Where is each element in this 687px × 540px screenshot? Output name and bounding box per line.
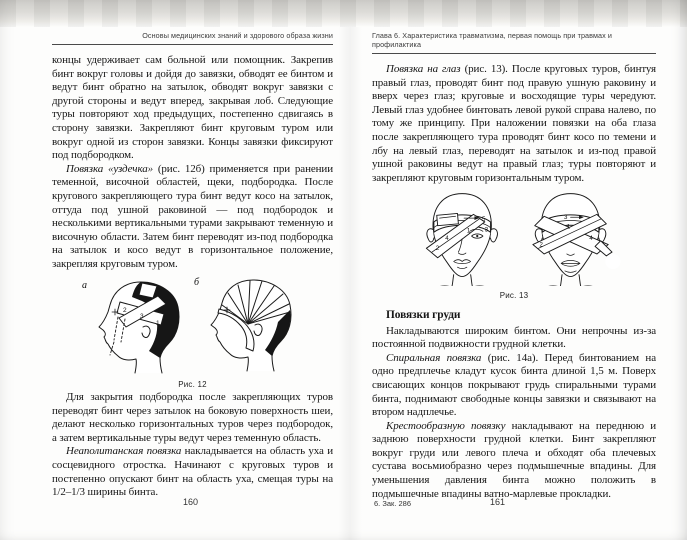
paragraph-text: Для закрытия подбородка после закрепляющих туров переводят бинт через затылок на боковую поверхность шеи, делают несколько горизонтальных туров через подбородок, а затем вертикальные туры ведут через теменную область. bbox=[52, 391, 333, 444]
body-paragraph bbox=[52, 54, 333, 163]
paragraph-lead: Повязка на глаз bbox=[386, 63, 461, 75]
paragraph-text: (рис. 13). После круговых туров, бинтуя правый глаз, проводят бинт под правую ушную раковину и вверх через глаз; круговые и восходящие туры чередуют. Левый глаз удобнее бинтовать левой рукой справа налево, по тому же принципу. При наложении повязки на оба глаза после закрепляющего тура проводят бинт косо по темени и лбу на левый глаз, переводят на затылок и из-под правой ушной раковины ведут на правый глаз; туры повторяют и закрепляют круговым горизонтальным туром. bbox=[372, 63, 657, 184]
paragraph-text: (рис. 12б) применяется при ранении теменной, височной областей, щеки, подбородка. После кругового закрепляющего тура бинт ведут косо на затылок, оттуда под ушной раковиной — под подбородок и несколькими вертикальными турами закрывают теменную и височную области. Затем бинт переводят из-под подбородка на затылок и косо ведут в горизонтальное положение, закрепляя круговым туром. bbox=[52, 162, 333, 270]
page-number-left: 160 bbox=[183, 497, 199, 507]
body-paragraph bbox=[52, 445, 333, 499]
figure-12-caption: Рис. 12 bbox=[178, 379, 207, 389]
paragraph-lead: Повязка «уздечка» bbox=[66, 162, 154, 175]
book-gutter bbox=[338, 27, 362, 540]
paragraph-text: накладывается на область уха и сосцевидного отростка. Начинают с круговых туров и постепенно опускают бинт на область уха, смещая туры на 1/2–1/3 ширины бинта. bbox=[52, 445, 333, 499]
running-head-left: Основы медицинских знаний и здорового образа жизни bbox=[52, 31, 333, 45]
head-a-bridle-bandage bbox=[99, 282, 179, 373]
body-paragraph bbox=[52, 163, 333, 272]
left-page-body bbox=[52, 54, 333, 500]
figure-12 bbox=[52, 275, 333, 392]
bandage-turn-number: 2 bbox=[122, 306, 127, 314]
scan-top-edge bbox=[0, 0, 687, 27]
bandage-turn-number: 2 bbox=[539, 241, 543, 249]
page-number-right: 161 bbox=[490, 497, 506, 507]
paragraph-lead: Спиральная повязка bbox=[386, 351, 482, 364]
printer-signature-mark: 6. Зак. 286 bbox=[374, 499, 412, 508]
figure-12-label-a: а bbox=[81, 279, 87, 291]
bandage-turn-number: 4 bbox=[589, 235, 593, 243]
bandage-turn-number: 5 bbox=[481, 216, 486, 224]
bandage-turn-number: 1 bbox=[466, 227, 471, 235]
figure-12-label-b: б bbox=[193, 276, 199, 288]
paragraph-lead: Крестообразную повязку bbox=[386, 419, 506, 432]
bandage-turn-number: 2 bbox=[435, 245, 440, 253]
body-paragraph bbox=[372, 63, 656, 185]
bandage-turn-number: 3 bbox=[484, 226, 489, 234]
figure-13-illustration bbox=[389, 188, 639, 286]
figure-12-illustration bbox=[58, 275, 328, 375]
body-paragraph bbox=[372, 420, 656, 502]
section-heading: Повязки груди bbox=[386, 308, 461, 321]
right-page bbox=[372, 31, 656, 501]
paragraph-text: Накладываются широким бинтом. Они непрочны из-за постоянной подвижности грудной клетки. bbox=[372, 324, 656, 351]
figure-13-caption: Рис. 13 bbox=[499, 291, 529, 301]
body-paragraph bbox=[372, 352, 656, 420]
running-head-right: Глава 6. Характеристика травматизма, первая помощь при травмах и профилактика bbox=[372, 31, 656, 54]
bandage-turn-number: 3 bbox=[139, 312, 144, 320]
right-page-body bbox=[372, 63, 656, 501]
head-b-cap-bandage bbox=[211, 280, 291, 371]
paragraph-text: накладывают на переднюю и заднюю поверхности грудной клетки. Бинт закрепляют вокруг груди или левого плеча и обходят оба плечевых сустава восьмиобразно через подмышечные впадины. Для уменьшения давления бинта можно положить в подмышечные впадины ватно-марлевые прокладки. bbox=[372, 419, 656, 500]
bandage-turn-number: 3 bbox=[563, 214, 568, 222]
bandage-turn-number: 1 bbox=[566, 223, 571, 231]
paragraph-text: (рис. 14а). Перед бинтованием на одно предплечье кладут кусок бинта длиной 1,5 м. Поверх свисающих концов покрывают грудь спиральными турами бинта, поднимают свободные концы завязки и связывают на втором надплечье. bbox=[372, 351, 657, 419]
figure-13 bbox=[372, 188, 656, 303]
body-paragraph bbox=[372, 325, 656, 352]
left-page bbox=[52, 31, 333, 500]
bandage-turn-number: 4 bbox=[445, 235, 449, 243]
bandage-turn-number: 1 bbox=[155, 319, 160, 327]
paragraph-text: концы удерживает сам больной или помощник. Закрепив бинт вокруг головы и дойдя до завязки, обводят ее бинтом и ведут бинт обратно на затылок, обводят вокруг завязки с другой стороны и ведут вперед, закрывая лоб. Следующие туры повторяют ход предыдущих, постепенно сдвигаясь в сторону завязки. Закрепляют бинт круговым туром или вокруг одной из сторон завязки. Концы завязки фиксируют под подбородком. bbox=[52, 54, 333, 162]
head-both-eyes-bandage bbox=[533, 194, 621, 286]
body-paragraph bbox=[52, 391, 333, 445]
paragraph-lead: Неаполитанская повязка bbox=[66, 445, 182, 458]
head-single-eye-bandage bbox=[426, 194, 497, 286]
